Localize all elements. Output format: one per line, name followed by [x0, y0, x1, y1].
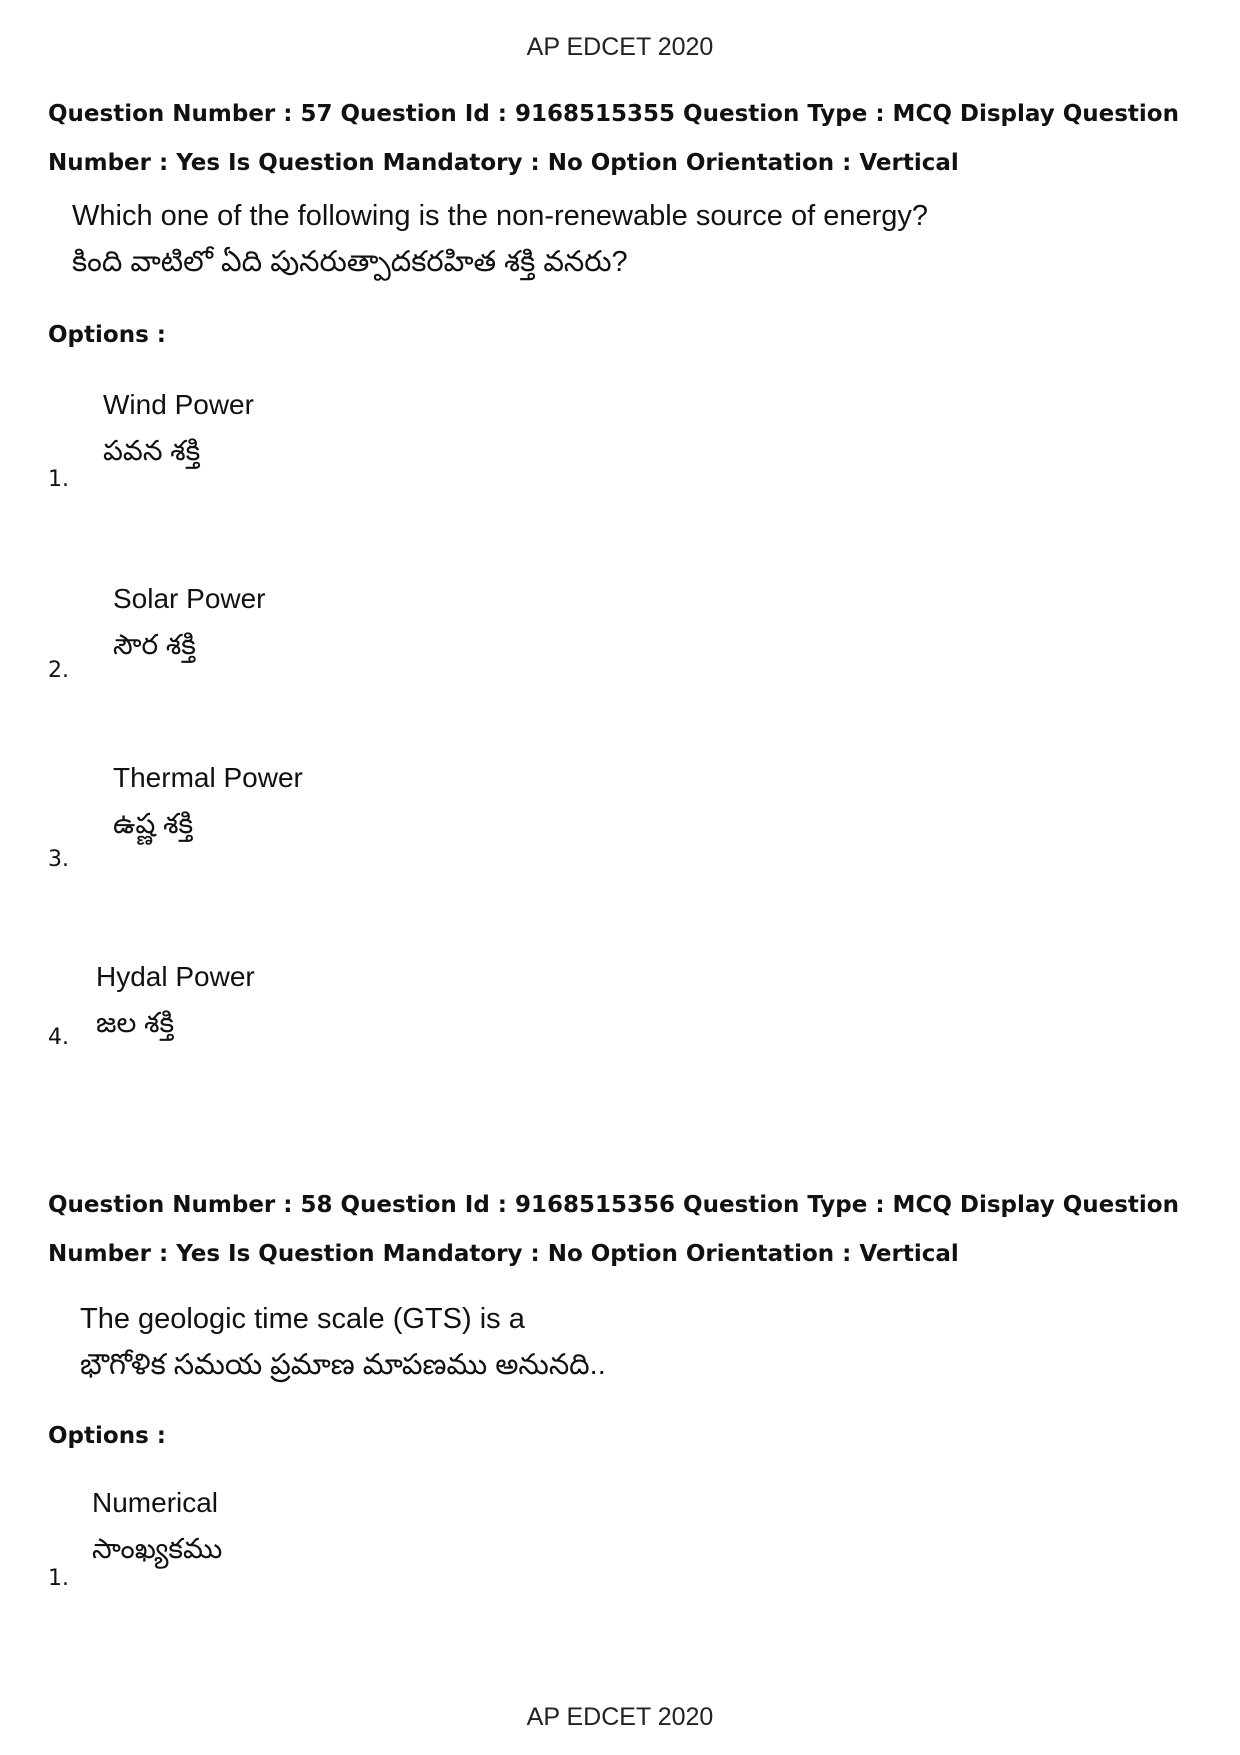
option-number: 3. [48, 847, 69, 872]
question-text-telugu: కింది వాటిలో ఏది పునరుత్పాదకరహిత శక్తి వనరు? [72, 246, 628, 278]
page-header: AP EDCET 2020 [526, 33, 714, 61]
option-text-telugu: పవన శక్తి [103, 435, 201, 466]
question-meta-line: Number : Yes Is Question Mandatory : No Option Orientation : Vertical [48, 150, 959, 176]
question-text-telugu: భౌగోళిక సమయ ప్రమాణ మాపణము అనునది.. [80, 1349, 606, 1381]
option-text-telugu: సాంఖ్యకము [92, 1533, 223, 1564]
option-number: 1. [48, 1566, 69, 1591]
question-meta-line: Question Number : 57 Question Id : 9168515355 Question Type : MCQ Display Question [48, 101, 1179, 127]
question-58-meta [48, 1181, 1208, 1279]
option-text-telugu: సౌర శక్తి [113, 629, 196, 660]
question-57-meta [48, 90, 1208, 188]
question-text-english: Which one of the following is the non-renewable source of energy? [72, 200, 929, 232]
option-number: 1. [48, 467, 69, 492]
page-footer: AP EDCET 2020 [526, 1703, 714, 1731]
question-57-text [72, 193, 928, 285]
question-58-text [80, 1296, 606, 1388]
question-meta-line: Question Number : 58 Question Id : 9168515356 Question Type : MCQ Display Question [48, 1192, 1179, 1218]
option-text-english: Thermal Power [113, 762, 303, 793]
question-meta-line: Number : Yes Is Question Mandatory : No Option Orientation : Vertical [48, 1241, 959, 1267]
options-label: Options : [48, 322, 166, 348]
option-text-telugu: ఉష్ణ శక్తి [113, 808, 194, 839]
option-number: 4. [48, 1025, 69, 1050]
option-text-english: Solar Power [113, 583, 266, 614]
option-1 [92, 1480, 222, 1572]
option-1 [103, 382, 254, 474]
option-text-english: Hydal Power [96, 961, 255, 992]
option-text-telugu: జల శక్తి [96, 1007, 175, 1038]
option-4 [96, 954, 255, 1046]
option-text-english: Numerical [92, 1487, 219, 1518]
question-text-english: The geologic time scale (GTS) is a [80, 1303, 525, 1335]
option-number: 2. [48, 658, 69, 683]
option-2 [113, 576, 266, 668]
option-text-english: Wind Power [103, 389, 254, 420]
option-3 [113, 755, 303, 847]
options-label: Options : [48, 1423, 166, 1449]
